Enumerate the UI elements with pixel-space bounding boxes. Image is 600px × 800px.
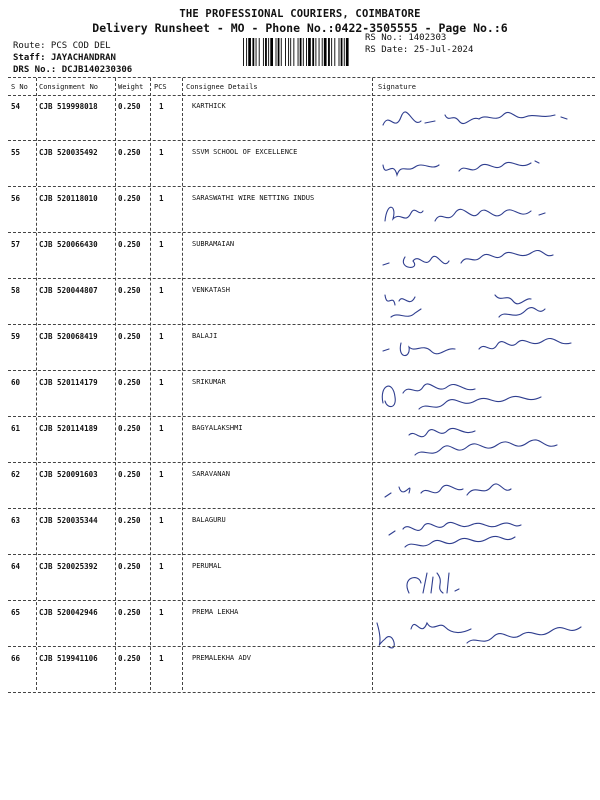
row-divider	[8, 462, 595, 463]
cell-weight: 0.250	[118, 194, 141, 203]
table-row	[0, 189, 600, 235]
cell-pcs: 1	[159, 654, 164, 663]
cell-consignee: SSVM SCHOOL OF EXCELLENCE	[192, 148, 298, 156]
rs-number: RS No.: 1402303	[365, 33, 447, 43]
cell-pcs: 1	[159, 562, 164, 571]
col-header-weight: Weight	[118, 83, 144, 91]
cell-sno: 55	[11, 148, 21, 157]
table-row	[0, 649, 600, 695]
col-header-signature: Signature	[378, 83, 416, 91]
cell-weight: 0.250	[118, 148, 141, 157]
cell-consignment: CJB 520042946	[39, 608, 98, 617]
row-divider	[8, 140, 595, 141]
cell-weight: 0.250	[118, 470, 141, 479]
table-row	[0, 419, 600, 465]
cell-consignment: CJB 520035492	[39, 148, 98, 157]
cell-consignment: CJB 519941106	[39, 654, 98, 663]
cell-pcs: 1	[159, 608, 164, 617]
cell-pcs: 1	[159, 286, 164, 295]
row-divider	[8, 186, 595, 187]
cell-sno: 54	[11, 102, 21, 111]
cell-weight: 0.250	[118, 424, 141, 433]
cell-consignee: PREMALEKHA ADV	[192, 654, 252, 662]
table-row	[0, 557, 600, 603]
table-top-rule	[8, 77, 595, 78]
cell-sno: 60	[11, 378, 21, 387]
cell-pcs: 1	[159, 470, 164, 479]
cell-consignment: CJB 520114189	[39, 424, 98, 433]
row-divider	[8, 554, 595, 555]
rs-date: RS Date: 25-Jul-2024	[365, 45, 474, 55]
cell-consignment: CJB 520118010	[39, 194, 98, 203]
cell-pcs: 1	[159, 378, 164, 387]
cell-consignee: BALAJI	[192, 332, 218, 340]
table-row	[0, 281, 600, 327]
table-row	[0, 143, 600, 189]
row-divider	[8, 370, 595, 371]
cell-consignment: CJB 520044807	[39, 286, 98, 295]
table-row	[0, 97, 600, 143]
table-row	[0, 511, 600, 557]
cell-consignee: SARASWATHI WIRE NETTING INDUS	[192, 194, 315, 202]
cell-sno: 62	[11, 470, 21, 479]
col-header-consignee: Consignee Details	[186, 83, 258, 91]
cell-weight: 0.250	[118, 286, 141, 295]
staff-row	[13, 53, 116, 63]
cell-consignee: PERUMAL	[192, 562, 222, 570]
row-divider	[8, 416, 595, 417]
cell-sno: 66	[11, 654, 21, 663]
handwritten-signature-image	[375, 375, 595, 421]
runsheet-title: Delivery Runsheet - MO - Phone No.:0422-3505555 - Page No.:6	[92, 21, 508, 35]
cell-pcs: 1	[159, 516, 164, 525]
route-label: Route: PCS COD DEL	[13, 41, 111, 51]
cell-consignee: BALAGURU	[192, 516, 226, 524]
cell-consignment: CJB 520114179	[39, 378, 98, 387]
table-row	[0, 465, 600, 511]
cell-consignment: CJB 520025392	[39, 562, 98, 571]
cell-weight: 0.250	[118, 654, 141, 663]
table-header-rule	[8, 95, 595, 96]
col-header-consignment: Consignment No	[39, 83, 99, 91]
cell-sno: 56	[11, 194, 21, 203]
cell-weight: 0.250	[118, 608, 141, 617]
cell-pcs: 1	[159, 102, 164, 111]
cell-pcs: 1	[159, 194, 164, 203]
cell-pcs: 1	[159, 240, 164, 249]
drs-number: DRS No.: DCJB140230306	[13, 65, 133, 75]
cell-consignment: CJB 520066430	[39, 240, 98, 249]
cell-weight: 0.250	[118, 562, 141, 571]
table-row	[0, 327, 600, 373]
staff-name: JAYACHANDRAN	[50, 53, 116, 63]
barcode-image	[243, 38, 351, 66]
cell-weight: 0.250	[118, 240, 141, 249]
cell-sno: 58	[11, 286, 21, 295]
cell-consignee: SUBRAMAIAN	[192, 240, 235, 248]
cell-consignment: CJB 520091603	[39, 470, 98, 479]
signature-scribble	[375, 649, 595, 695]
row-divider	[8, 646, 595, 647]
cell-consignment: CJB 520035344	[39, 516, 98, 525]
row-divider	[8, 692, 595, 693]
cell-pcs: 1	[159, 424, 164, 433]
cell-sno: 63	[11, 516, 21, 525]
cell-sno: 59	[11, 332, 21, 341]
cell-consignee: PREMA LEKHA	[192, 608, 239, 616]
company-title: THE PROFESSIONAL COURIERS, COIMBATORE	[179, 8, 421, 20]
row-divider	[8, 600, 595, 601]
cell-consignee: BAGYALAKSHMI	[192, 424, 243, 432]
col-header-sno: S No	[11, 83, 28, 91]
cell-weight: 0.250	[118, 516, 141, 525]
cell-pcs: 1	[159, 148, 164, 157]
row-divider	[8, 508, 595, 509]
cell-weight: 0.250	[118, 332, 141, 341]
cell-consignee: SRIKUMAR	[192, 378, 226, 386]
cell-sno: 65	[11, 608, 21, 617]
table-row	[0, 235, 600, 281]
row-divider	[8, 324, 595, 325]
row-divider	[8, 232, 595, 233]
row-divider	[8, 278, 595, 279]
staff-label: Staff:	[13, 53, 46, 63]
cell-pcs: 1	[159, 332, 164, 341]
cell-weight: 0.250	[118, 102, 141, 111]
table-row	[0, 373, 600, 419]
cell-sno: 57	[11, 240, 21, 249]
cell-consignee: VENKATASH	[192, 286, 230, 294]
cell-consignment: CJB 519998018	[39, 102, 98, 111]
cell-sno: 61	[11, 424, 21, 433]
col-header-pcs: PCS	[154, 83, 167, 91]
cell-consignee: KARTHICK	[192, 102, 226, 110]
cell-consignment: CJB 520068419	[39, 332, 98, 341]
cell-consignee: SARAVANAN	[192, 470, 230, 478]
cell-weight: 0.250	[118, 378, 141, 387]
table-row	[0, 603, 600, 649]
cell-sno: 64	[11, 562, 21, 571]
